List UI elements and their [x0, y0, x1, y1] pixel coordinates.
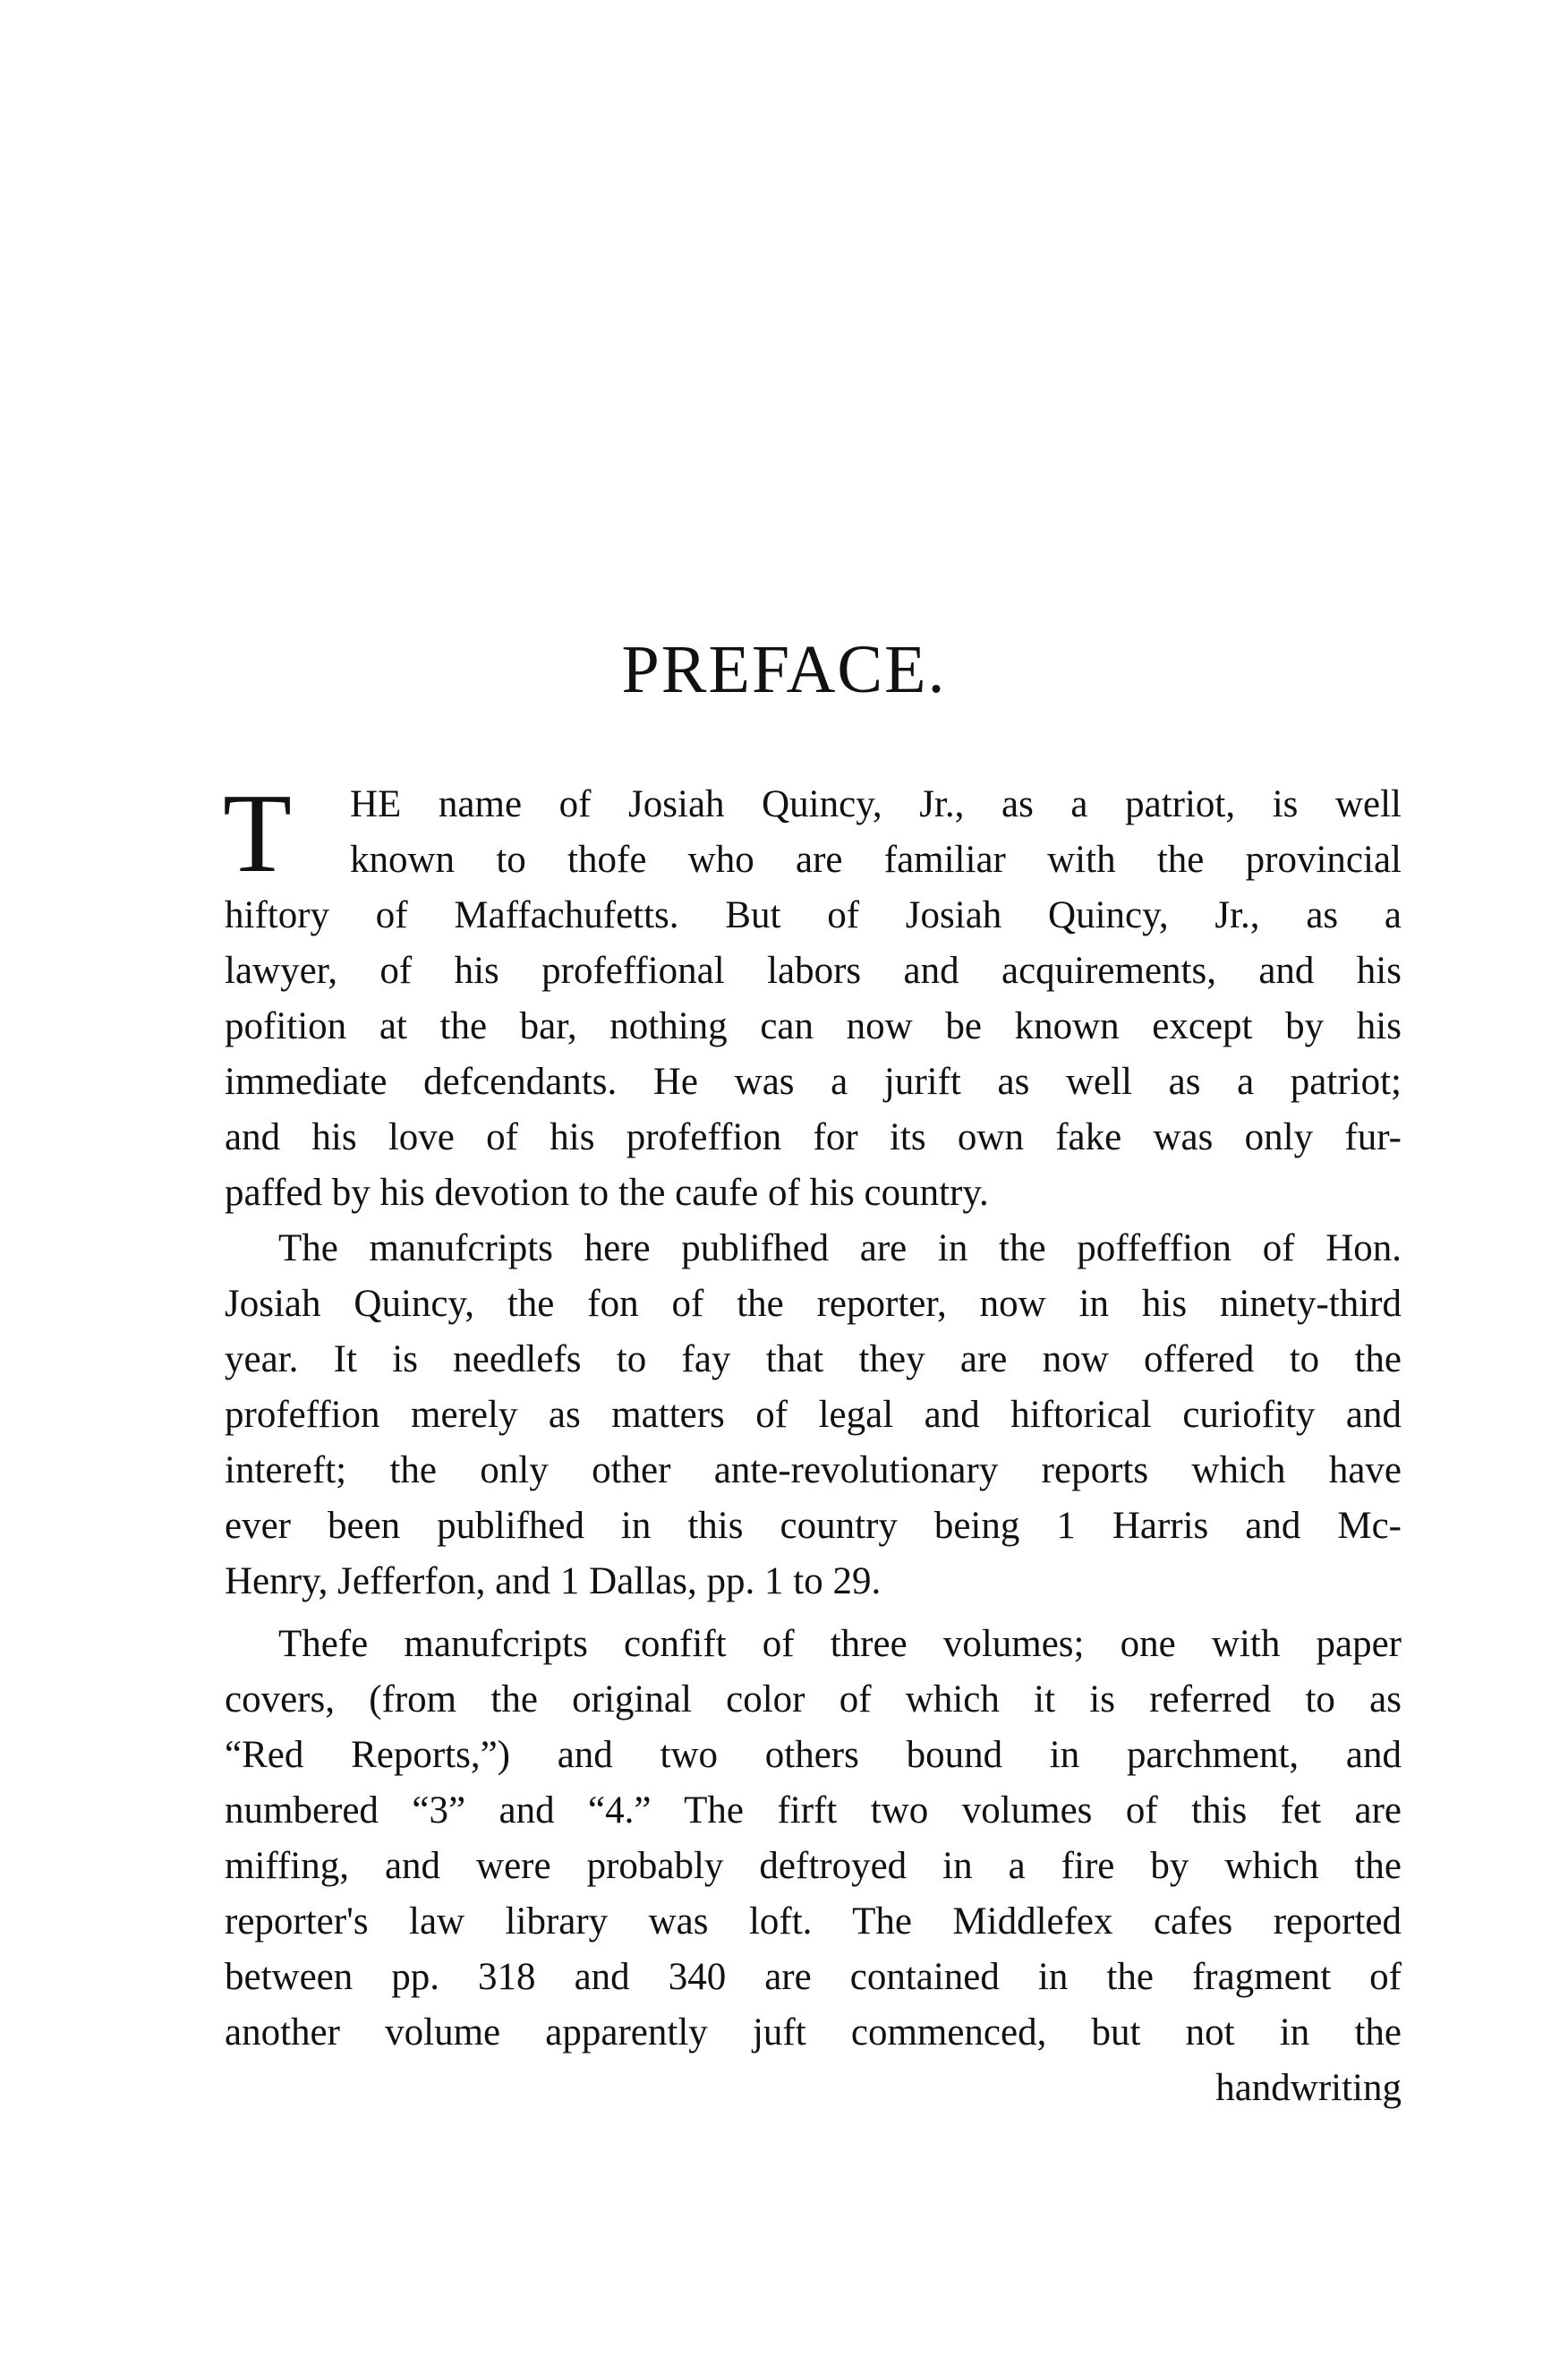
text-line: Henry, Jefferfon, and 1 Dallas, pp. 1 to 29.: [225, 1560, 882, 1602]
text-line: hiftory of Maffachufetts. But of Josiah Quincy, Jr., as a: [225, 894, 1402, 936]
text-line: year. It is needlefs to fay that they are now offered to the: [225, 1338, 1402, 1380]
text-line: HE name of Josiah Quincy, Jr., as a patriot, is well: [350, 783, 1402, 825]
text-line: covers, (from the original color of which it is referred to as: [225, 1678, 1402, 1721]
text-line: ever been publifhed in this country being 1 Harris and Mc-: [225, 1505, 1402, 1547]
drop-cap: T: [223, 772, 292, 896]
text-line: The manufcripts here publifhed are in the poffeffion of Hon.: [278, 1227, 1402, 1269]
text-line: Thefe manufcripts confift of three volumes; one with paper: [278, 1623, 1402, 1665]
text-line: reporter's law library was loft. The Middlefex cafes reported: [225, 1900, 1402, 1943]
text-line: known to thofe who are familiar with the provincial: [350, 839, 1402, 881]
catchword: handwriting: [1215, 2067, 1402, 2109]
text-line: pofition at the bar, nothing can now be known except by his: [225, 1005, 1402, 1047]
text-line: numbered “3” and “4.” The firft two volumes of this fet are: [225, 1789, 1402, 1832]
text-line: paffed by his devotion to the caufe of his country.: [225, 1172, 989, 1214]
preface-body: [223, 772, 1402, 2116]
text-line: intereft; the only other ante-revolutionary reports which have: [225, 1449, 1402, 1491]
text-line: another volume apparently juft commenced, but not in the: [225, 2011, 1402, 2054]
text-line: and his love of his profeffion for its own fake was only fur-: [225, 1116, 1402, 1158]
text-line: Josiah Quincy, the fon of the reporter, now in his ninety-third: [225, 1283, 1402, 1325]
text-line: miffing, and were probably deftroyed in a fire by which the: [225, 1845, 1402, 1887]
text-line: profeffion merely as matters of legal and hiftorical curiofity and: [225, 1394, 1402, 1436]
page-title: PREFACE.: [621, 632, 947, 707]
text-line: between pp. 318 and 340 are contained in the fragment of: [225, 1956, 1402, 1998]
text-line: lawyer, of his profeffional labors and acquirements, and his: [225, 950, 1402, 992]
text-line: “Red Reports,”) and two others bound in parchment, and: [225, 1734, 1402, 1776]
text-line: immediate defcendants. He was a jurift as well as a patriot;: [225, 1061, 1402, 1103]
